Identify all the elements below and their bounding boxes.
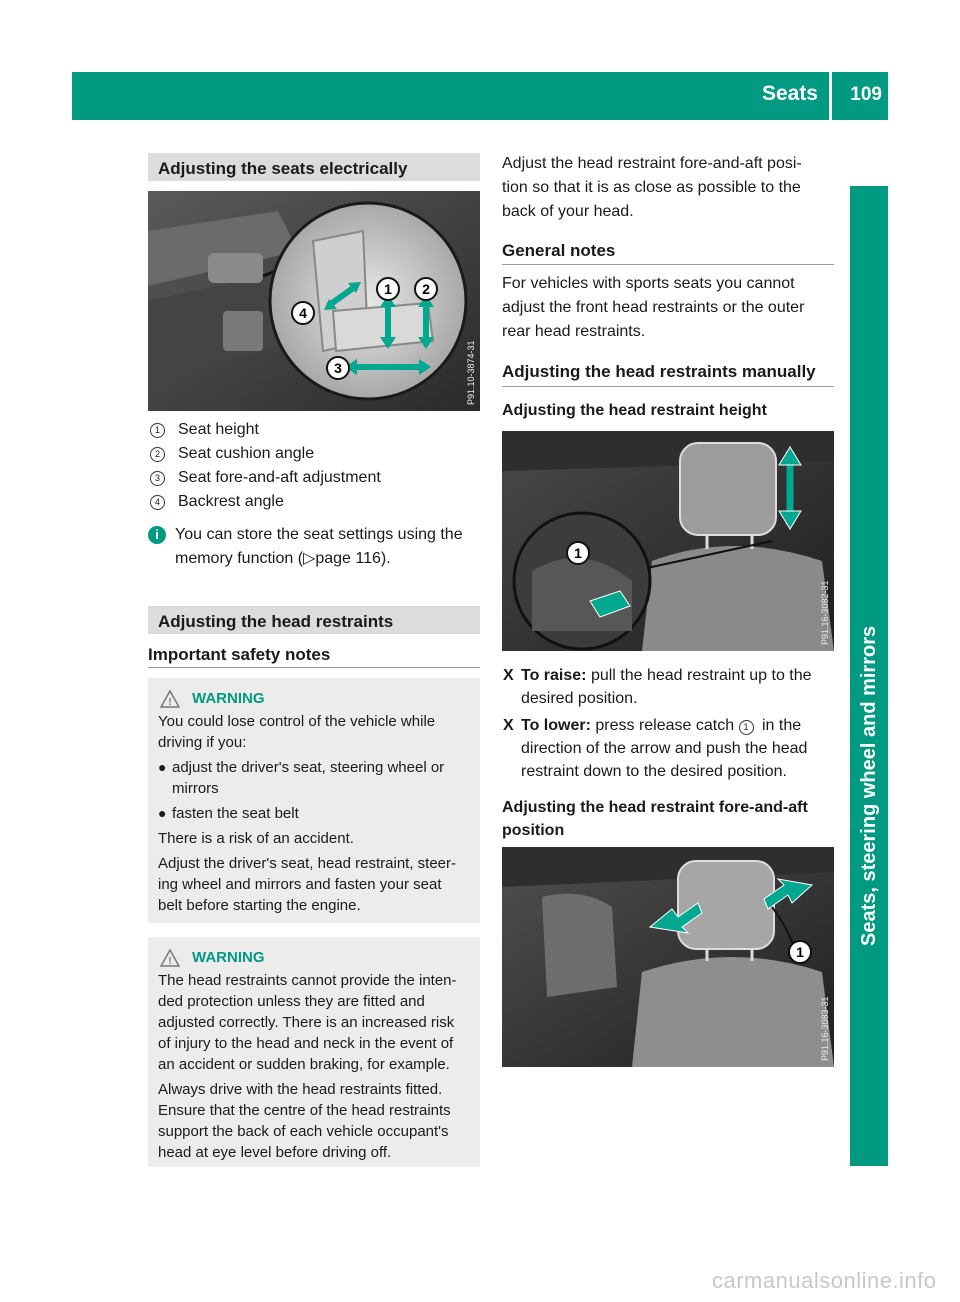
paragraph-line: rear head restraints.: [502, 323, 646, 340]
warning-box-head-restraints: [148, 937, 480, 1167]
warning-text: head at eye level before driving off.: [158, 1144, 392, 1161]
legend-text: Seat height: [178, 421, 259, 438]
bullet-text: fasten the seat belt: [172, 805, 299, 822]
info-text-line1: You can store the seat settings using the: [175, 526, 463, 543]
legend-number: 2: [150, 447, 165, 462]
paragraph-line: back of your head.: [502, 203, 634, 220]
warning-triangle-icon: [160, 690, 180, 708]
seat-controls-figure: [148, 191, 480, 411]
bullet-text: adjust the driver's seat, steering wheel or: [172, 759, 445, 776]
warning-text: an accident or sudden braking, for example.: [158, 1056, 450, 1073]
warning-box-control: [148, 678, 480, 923]
figure-code: P91.10-3874-31: [466, 340, 476, 405]
watermark: carmanualsonline.info: [712, 1268, 937, 1293]
head-restraint-height-figure: [502, 431, 834, 651]
warning-title: [158, 947, 470, 968]
warning-text: adjusted correctly. There is an increased risk: [158, 1014, 455, 1031]
info-note: [148, 523, 483, 571]
warning-text: The head restraints cannot provide the inten-: [158, 972, 457, 989]
subheading-general-notes: General notes: [502, 241, 616, 260]
warning-text: Adjust the driver's seat, head restraint, steer-: [158, 855, 457, 872]
callout-3: 3: [334, 360, 342, 376]
legend-text: Seat cushion angle: [178, 445, 315, 462]
figure-legend: [148, 418, 480, 514]
page-number: 109: [850, 84, 882, 105]
heading-line: Adjusting the head restraint fore-and-aft: [502, 799, 808, 816]
warning-text: ded protection unless they are fitted and: [158, 993, 425, 1010]
legend-text: Backrest angle: [178, 493, 284, 510]
svg-text:!: !: [168, 696, 172, 708]
legend-number: 3: [150, 471, 165, 486]
head-restraint-foreaft-illustration: [502, 847, 834, 1067]
header-separator: [829, 72, 832, 120]
warning-title-text: WARNING: [192, 690, 265, 707]
callout-4: 4: [299, 305, 307, 321]
chapter-side-tab: [850, 186, 888, 1166]
instruction-lower: [503, 714, 838, 783]
instruction-text: restraint down to the desired position.: [521, 763, 787, 780]
instruction-text: direction of the arrow and push the head: [521, 740, 808, 757]
info-text-end: ).: [380, 550, 391, 567]
subheading-height: Adjusting the head restraint height: [502, 402, 767, 419]
warning-text: belt before starting the engine.: [158, 897, 361, 914]
header-title: Seats: [761, 82, 818, 105]
instruction-label: To lower:: [521, 717, 591, 734]
page-reference-arrow-icon: ▷: [303, 550, 316, 567]
figure-code: P91.16-3082-31: [820, 580, 830, 645]
svg-text:!: !: [168, 955, 172, 967]
info-text-line2: memory function (: [175, 550, 304, 567]
warning-text: ing wheel and mirrors and fasten your seat: [158, 876, 442, 893]
chapter-label: Seats, steering wheel and mirrors: [858, 625, 880, 946]
paragraph-line: For vehicles with sports seats you cannot: [502, 275, 795, 292]
callout-reference: 1: [739, 720, 754, 735]
info-icon: i: [148, 526, 166, 544]
head-restraint-height-illustration: [502, 431, 834, 651]
warning-text: Always drive with the head restraints fitted.: [158, 1081, 443, 1098]
warning-text: Ensure that the centre of the head restraints: [158, 1102, 451, 1119]
seat-controls-illustration: [148, 191, 480, 411]
instruction-text: desired position.: [521, 690, 638, 707]
legend-item: [148, 442, 480, 466]
intro-paragraph: [502, 152, 837, 224]
warning-bullet: ● adjust the driver's seat, steering wheel or mirrors: [158, 759, 445, 797]
step-marker-icon: X: [503, 667, 514, 684]
bullet-text: mirrors: [172, 780, 219, 797]
warning-title-text: WARNING: [192, 949, 265, 966]
subheading-manual-adjust: Adjusting the head restraints manually: [502, 362, 816, 381]
paragraph-line: Adjust the head restraint fore-and-aft posi-: [502, 155, 802, 172]
legend-item: [148, 418, 480, 442]
legend-number: 1: [150, 423, 165, 438]
divider: [148, 667, 480, 668]
instruction-text: press release catch: [590, 717, 739, 734]
section-heading-head-restraints: Adjusting the head restraints: [148, 606, 480, 634]
callout-1: 1: [574, 545, 582, 561]
instruction-text: pull the head restraint up to the: [586, 667, 812, 684]
page-header: [72, 72, 888, 120]
instruction-raise: [503, 664, 838, 710]
head-restraint-foreaft-figure: [502, 847, 834, 1067]
heading-line: position: [502, 822, 565, 839]
warning-bullet: ● fasten the seat belt: [158, 805, 299, 822]
instruction-label: To raise:: [521, 667, 587, 684]
callout-2: 2: [422, 281, 430, 297]
warning-text: of injury to the head and neck in the event of: [158, 1035, 454, 1052]
instruction-text: in the: [757, 717, 802, 734]
warning-text: You could lose control of the vehicle while: [158, 713, 436, 730]
step-marker-icon: X: [503, 717, 514, 734]
callout-1: 1: [384, 281, 392, 297]
instruction-list: [503, 664, 838, 783]
divider: [502, 386, 834, 387]
legend-item: [148, 466, 480, 490]
divider: [502, 264, 834, 265]
warning-title: [158, 688, 470, 709]
page-reference-link[interactable]: page 116: [315, 550, 381, 567]
subheading-safety-notes: Important safety notes: [148, 645, 331, 664]
warning-triangle-icon: [160, 949, 180, 967]
legend-item: [148, 490, 480, 514]
warning-text: There is a risk of an accident.: [158, 830, 354, 847]
paragraph-line: adjust the front head restraints or the outer: [502, 299, 805, 316]
figure-code: P91.16-3083-31: [820, 996, 830, 1061]
section-heading-electric-seats: Adjusting the seats electrically: [148, 153, 480, 181]
warning-text: support the back of each vehicle occupant's: [158, 1123, 449, 1140]
paragraph-line: tion so that it is as close as possible to the: [502, 179, 801, 196]
general-notes-paragraph: [502, 272, 837, 344]
subheading-fore-aft: [502, 796, 808, 842]
legend-number: 4: [150, 495, 165, 510]
warning-text: driving if you:: [158, 734, 247, 751]
legend-text: Seat fore-and-aft adjustment: [178, 469, 381, 486]
callout-1: 1: [796, 944, 804, 960]
